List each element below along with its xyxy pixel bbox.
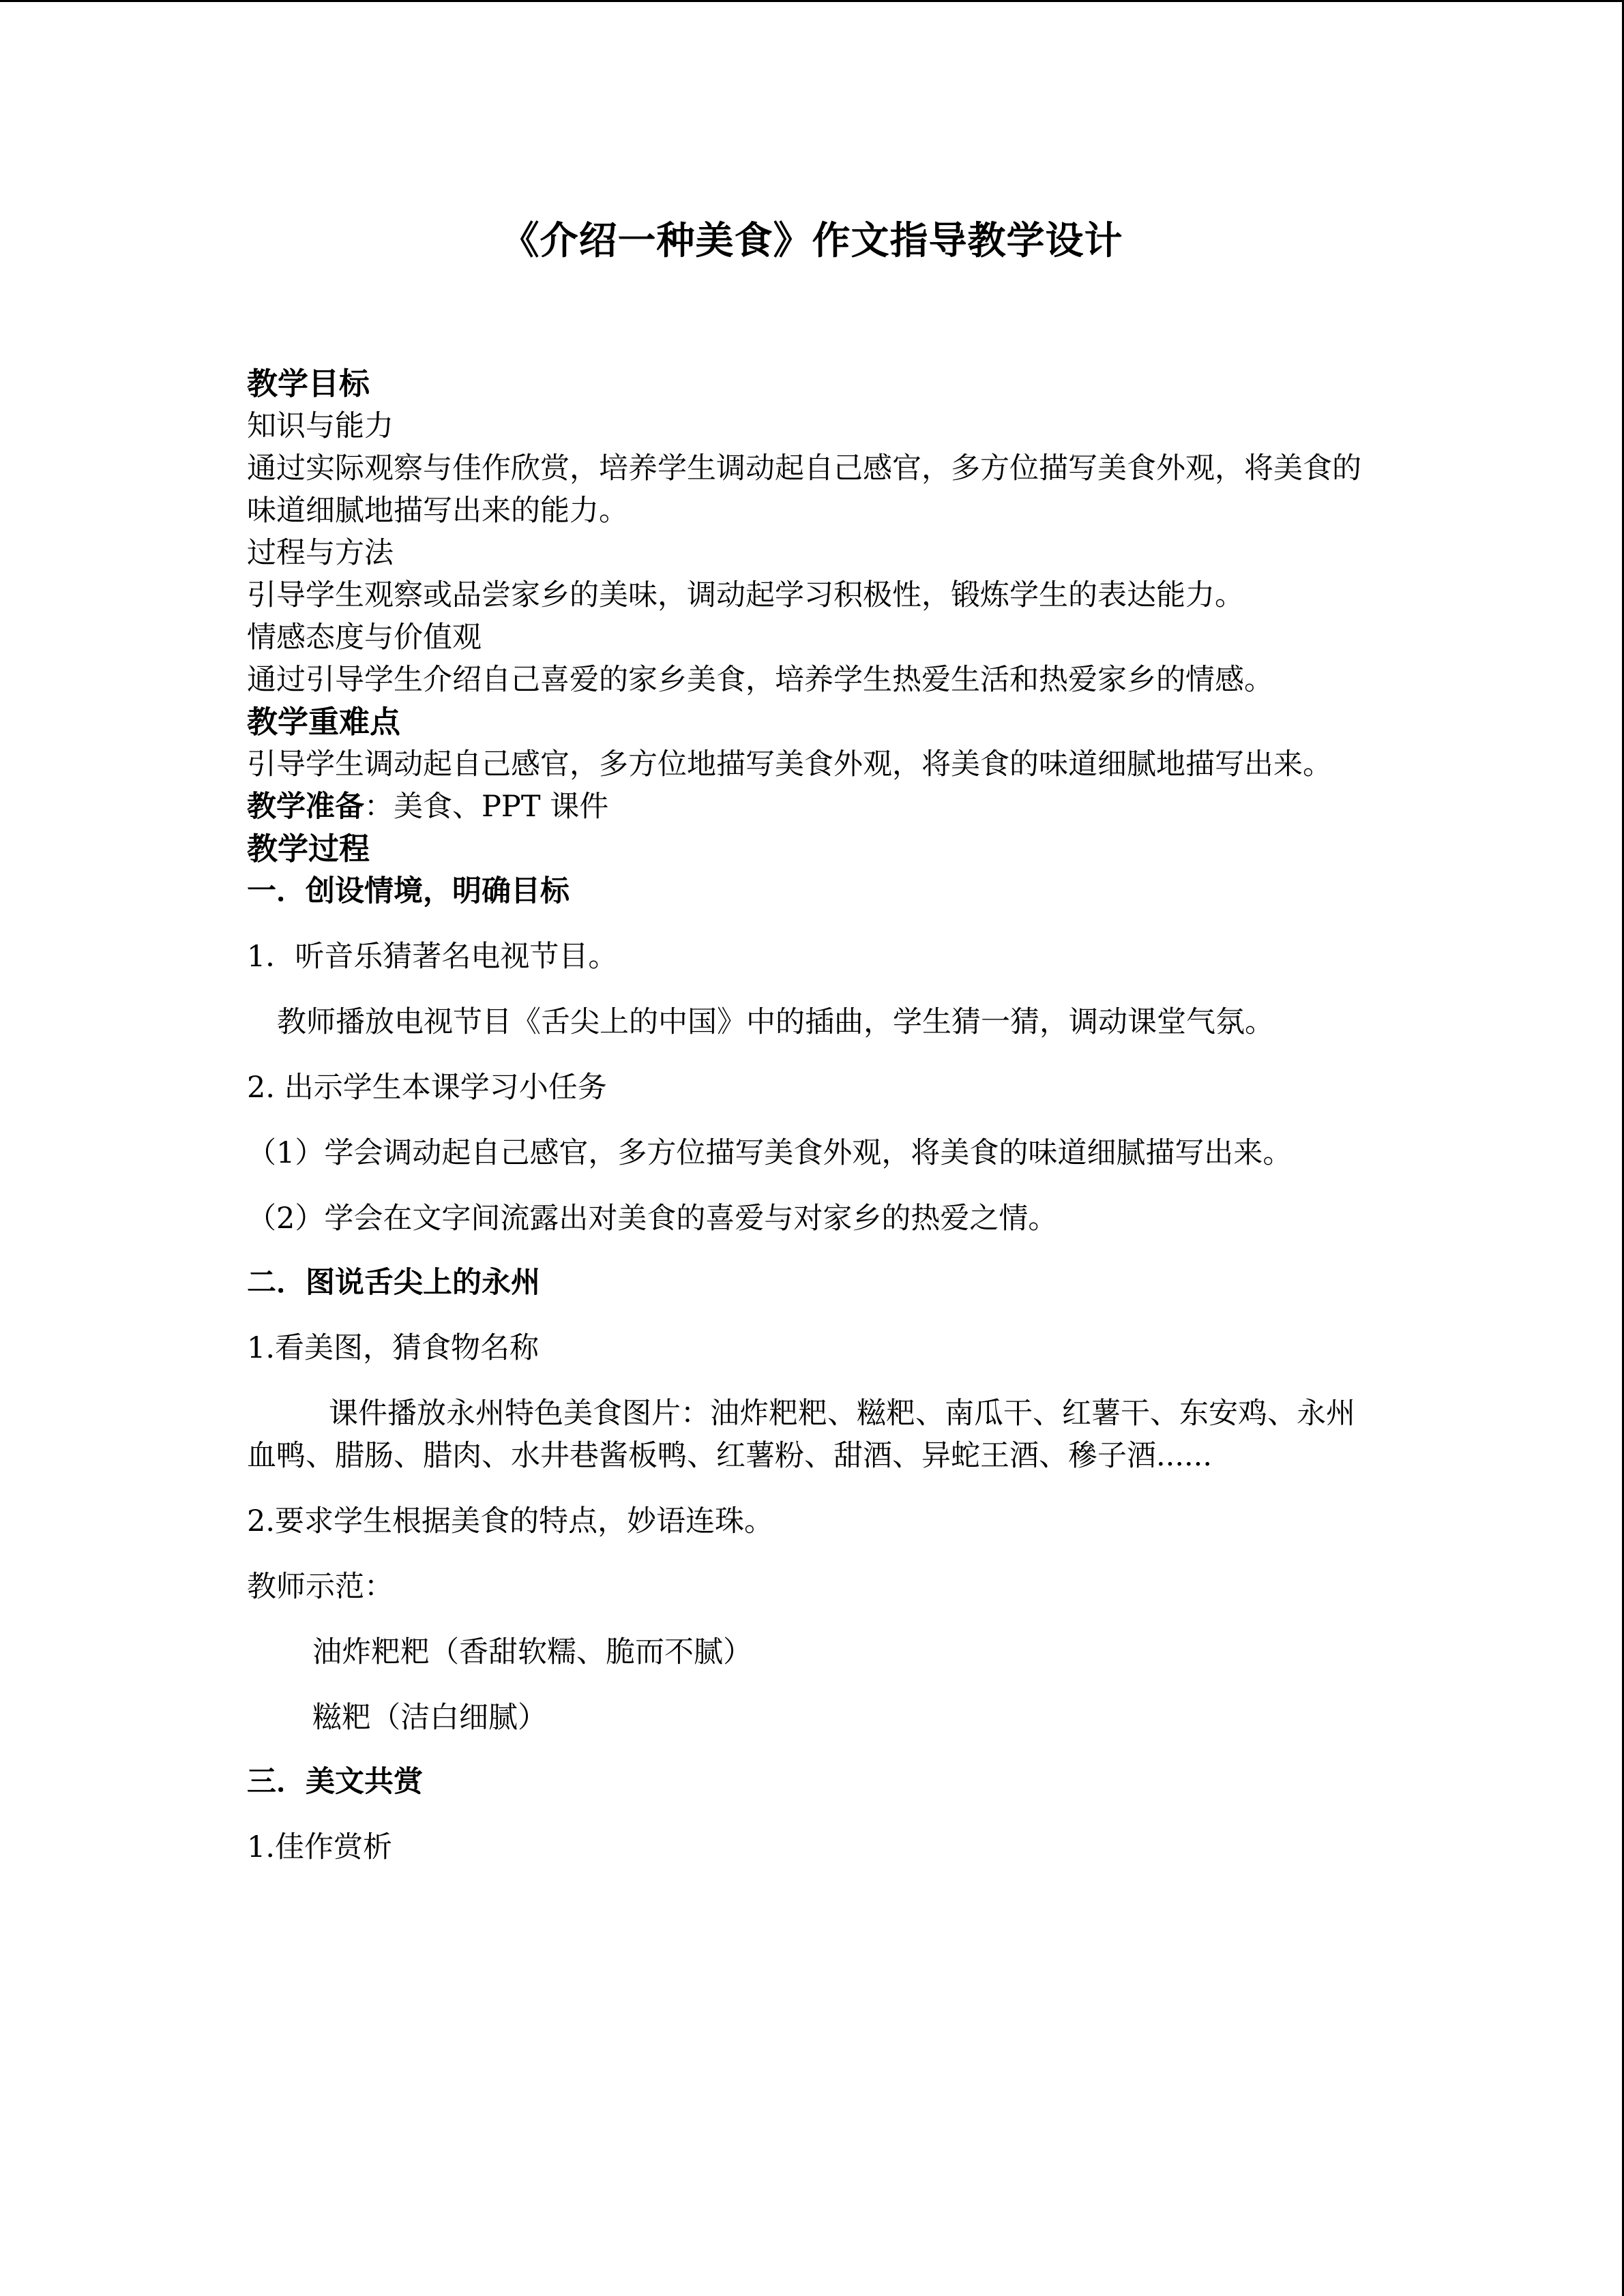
- section2-item2: 2.要求学生根据美食的特点，妙语连珠。: [247, 1504, 774, 1538]
- process-label: 过程与方法: [247, 536, 394, 570]
- section3-heading: 三．美文共赏: [247, 1765, 423, 1799]
- knowledge-text: 通过实际观察与佳作欣赏，培养学生调动起自己感官，多方位描写美食外观，将美食的味道细腻地描写出来的能力。: [247, 451, 1361, 528]
- preparation-label: 教学准备: [247, 790, 364, 824]
- document-body: [247, 363, 1372, 1868]
- key-points-text: 引导学生调动起自己感官，多方位地描写美食外观，将美食的味道细腻地描写出来。: [247, 747, 1332, 781]
- key-points-heading: 教学重难点: [247, 704, 401, 740]
- emotion-text: 通过引导学生介绍自己喜爱的家乡美食，培养学生热爱生活和热爱家乡的情感。: [247, 663, 1273, 697]
- section1-heading: 一．创设情境，明确目标: [247, 874, 570, 908]
- demo-item-1: 油炸粑粑（香甜软糯、脆而不腻）: [312, 1635, 752, 1669]
- preparation-text: ：美食、PPT 课件: [364, 790, 609, 824]
- section1-task2: （2）学会在文字间流露出对美食的喜爱与对家乡的热爱之情。: [247, 1202, 1058, 1236]
- section3-item1: 1.佳作赏析: [247, 1830, 393, 1864]
- section1-item1-desc: 教师播放电视节目《舌尖上的中国》中的插曲，学生猜一猜，调动课堂气氛。: [277, 1005, 1274, 1039]
- section1-task1: （1）学会调动起自己感官，多方位描写美食外观，将美食的味道细腻描写出来。: [247, 1136, 1293, 1170]
- preparation-line: [247, 786, 1372, 828]
- knowledge-label: 知识与能力: [247, 409, 394, 443]
- emotion-label: 情感态度与价值观: [247, 621, 482, 655]
- process-heading: 教学过程: [247, 831, 370, 867]
- teaching-goals-heading: 教学目标: [247, 366, 370, 402]
- top-border-line: [0, 0, 1624, 2]
- document-title: 《介绍一种美食》作文指导教学设计: [501, 219, 1123, 263]
- process-text: 引导学生观察或品尝家乡的美味，调动起学习积极性，锻炼学生的表达能力。: [247, 578, 1244, 612]
- demo-item-2: 糍粑（洁白细腻）: [312, 1701, 547, 1735]
- section2-item1: 1.看美图，猜食物名称: [247, 1331, 540, 1365]
- section1-item1: 1．听音乐猜著名电视节目。: [247, 940, 618, 974]
- section2-heading: 二．图说舌尖上的永州: [247, 1266, 540, 1300]
- demo-label: 教师示范：: [247, 1570, 394, 1604]
- section2-item1-desc: 课件播放永州特色美食图片：油炸粑粑、糍粑、南瓜干、红薯干、东安鸡、永州血鸭、腊肠、腊肉、水井巷酱板鸭、红薯粉、甜酒、异蛇王酒、穇子酒......: [247, 1397, 1355, 1473]
- section1-item2: 2. 出示学生本课学习小任务: [247, 1071, 607, 1105]
